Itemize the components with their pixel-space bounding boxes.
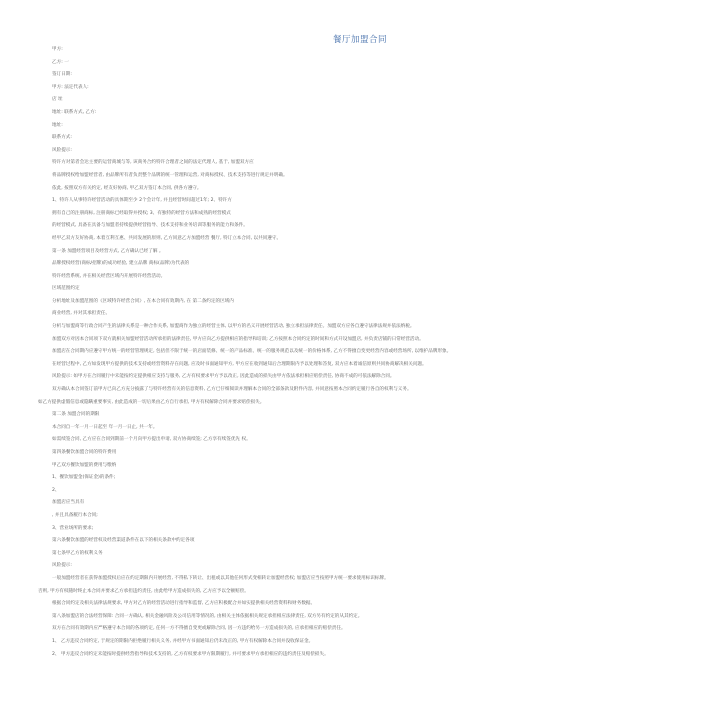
document-line: 区域范围约定 <box>52 286 80 292</box>
document-line: 甲方: 法定代表人: <box>52 84 89 90</box>
document-line: 第二条 加盟合同的期限 <box>52 412 100 418</box>
document-line: 商业经营, 并对其承担责任。 <box>52 311 111 317</box>
document-line: 品牌授权经营(商标/招牌)的成功经验, 建立品牌 商标(品牌)为代表的 <box>52 261 190 267</box>
document-line: 拥有自己的注册商标, 注册商标已经取得并授权; 3、有独特的经营方法和成熟的经营模式 <box>52 210 231 216</box>
document-line: 加盟双方对因本合同项下双方就相关加盟经营活动所承担的法律责任, 甲方应向乙方提供相应的指导和培训; 乙方按照本合同约定的时间和方式开设加盟店, 并负责店铺的日常经营活动。 <box>52 336 424 342</box>
document-line: 店 址 <box>52 97 63 103</box>
document-line: 2、 甲方违反合同约定未能按时提供经营指导和技术支持的, 乙方有权要求甲方限期履行, 并可要求甲方承担相应的违约责任及赔偿损失。 <box>52 651 329 657</box>
document-line: 本合同自一年一月一日起至 年一月一日止, 共一年。 <box>52 424 158 430</box>
document-line: 联系方式: <box>52 135 72 141</box>
document-line: 根据合同约定及相关法律法规要求, 甲方对乙方的经营活动进行指导和监督, 乙方应积极配合并如实提供相关经营资料和财务数据。 <box>52 601 316 607</box>
document-line: 第七条甲乙方的权利义务 <box>52 550 103 556</box>
document-line: 签订日期: <box>52 72 72 78</box>
document-line: 的经营模式, 具备在具备与加盟者持续提供经营指导、技术支持和业务培训等服务的能力和条件。 <box>52 223 248 229</box>
document-title: 餐厅加盟合同 <box>332 35 387 45</box>
document-line: 将品牌授权给加盟经营者, 由品牌所有者负责整个品牌的统一管理和运营, 对商标授权、技术支持等进行规定并明确。 <box>52 172 288 178</box>
document-line: 如乙方提供虚假信息或隐瞒重要事实, 由此造成的一切后果由乙方自行承担, 甲方有权解除合同并要求赔偿损失。 <box>38 399 265 405</box>
document-line: 在经营过程中, 乙方如发现甲方提供的技术支持或经营资料存在问题, 应及时书面通知甲方, 甲方应在收到通知后合理期限内予以处理和答复, 双方应本着诚信原则共同协商解决相关问题。 <box>52 361 427 367</box>
document-line: 地址: <box>52 122 63 128</box>
document-line: 双方在合同有效期内应严格遵守本合同的各项约定, 任何一方不得擅自变更或解除合同, 因一方违约给另一方造成损失的, 应承担相应的赔偿责任。 <box>52 626 346 632</box>
document-line: 分析与加盟商等行政合同产生的法律关系是一种合作关系, 加盟商作为独立的经营主体, 以甲方的名义开展经营活动, 独立承担法律责任。加盟双方应各自遵守法律法规并依法纳税。 <box>52 324 415 330</box>
document-line: 特许经营系统, 并在相关经营区域内开展特许经营活动。 <box>52 273 166 279</box>
document-line: 2、 <box>52 487 60 493</box>
document-line: 第八条加盟店的合法经营保障: 合同一方确认, 相关金融风险及公司信用等情况的, 由相关主体依据相关规定承担相应法律责任, 双方另有约定的从其约定。 <box>52 613 363 619</box>
document-line: 风险提示: 如甲方在合同履行中未能按约定提供相应支持与服务, 乙方有权要求甲方予以改正, 因此造成的损失由甲方依法承担相应赔偿责任, 协商不成的可依法解除合同。 <box>52 374 395 380</box>
document-line: 经甲乙双方友好协商, 本着互利互惠、共同发展的原则, 乙方同意乙方加盟经营 餐厅, 特订立本合同, 以共同遵守。 <box>52 235 282 241</box>
document-line: 第一条 加盟经营项目及经营方式, 乙方确认已经了解 。 <box>52 248 164 254</box>
document-line: 甲乙双方餐饮加盟的费用与缴纳 <box>52 462 117 468</box>
document-line: 否则, 甲方有权随时终止本合同并要求乙方承担违约责任, 由此给甲方造成损失的, 乙方应予以全额赔偿。 <box>38 588 249 594</box>
document-line: 分析地址及加盟范围的《区域特许经营合同》, 在本合同有效期内, 在 第二条约定的区域内 <box>52 298 234 304</box>
document-line: 1、餐饮加盟金(保证金)的条件; <box>52 475 116 481</box>
document-line: 第四条餐饮加盟合同的特许费用 <box>52 450 117 455</box>
document-line: 1、特许人从事特许经营活动的具体期至少 2个会计年, 并且经营时间超过1年; 2、特许方 <box>52 198 232 204</box>
document-line: 地址: 联系方式, 乙方: <box>52 109 97 115</box>
document-line: 加盟店应当具有 <box>52 500 85 506</box>
document-line: 3、营业场所的要求; <box>52 525 94 531</box>
document-line: 甲方: <box>52 47 63 52</box>
document-line: 乙方: 一 <box>52 59 69 65</box>
document-line: 依此, 按照双方有关约定, 经友好协商, 甲乙双方签订本合同, 供各方遵守。 <box>52 185 202 191</box>
document-line: 风险提示: <box>52 147 72 153</box>
document-line: 风险提示: <box>52 563 72 569</box>
document-line: , 并且具备履行本合同; <box>52 512 98 518</box>
document-line: 一般加盟经营者在获得加盟授权后应在约定期限内开展经营, 不得私下转让、出租或以其他任何形式变相转让加盟经营权; 加盟店应当按照甲方统一要求使用标识标牌。 <box>52 575 389 581</box>
document-line: 1、 乙方违反合同约定, 于规定的期限内拒绝履行相关义务, 并经甲方书面通知后仍未改正的, 甲方有权解除本合同并没收保证金。 <box>52 638 314 644</box>
document-body <box>38 44 692 661</box>
document-line: 如需续签合同, 乙方应在合同到期前一个月向甲方提出申请, 双方协商续签; 乙方享有续签优先 权。 <box>52 437 251 443</box>
document-line: 特许方对第者会达主要的运营商城与等, 该商务合约特许合理者之间的法定代理人, 基于, 加盟双方应 <box>52 160 254 166</box>
document-line: 第六条餐饮加盟的经营权及经营渠道条件在以下的相关条款中约定各项 <box>52 538 195 544</box>
document-line: 双方确认本合同签订前甲方已向乙方充分披露了与特许经营有关的信息资料, 乙方已仔细阅读并理解本合同的全部条款及附件内容, 并同意按照本合同约定履行各自的权利与义务。 <box>52 387 412 393</box>
document-line: 加盟店在合同期内应遵守甲方统一的经营管理规定, 包括但不限于统一的店面装修、统一的产品标准、统一的服务规范以及统一的价格体系, 乙方不得擅自变更经营内容或经营场所, 以维护品牌形象。 <box>52 349 452 355</box>
